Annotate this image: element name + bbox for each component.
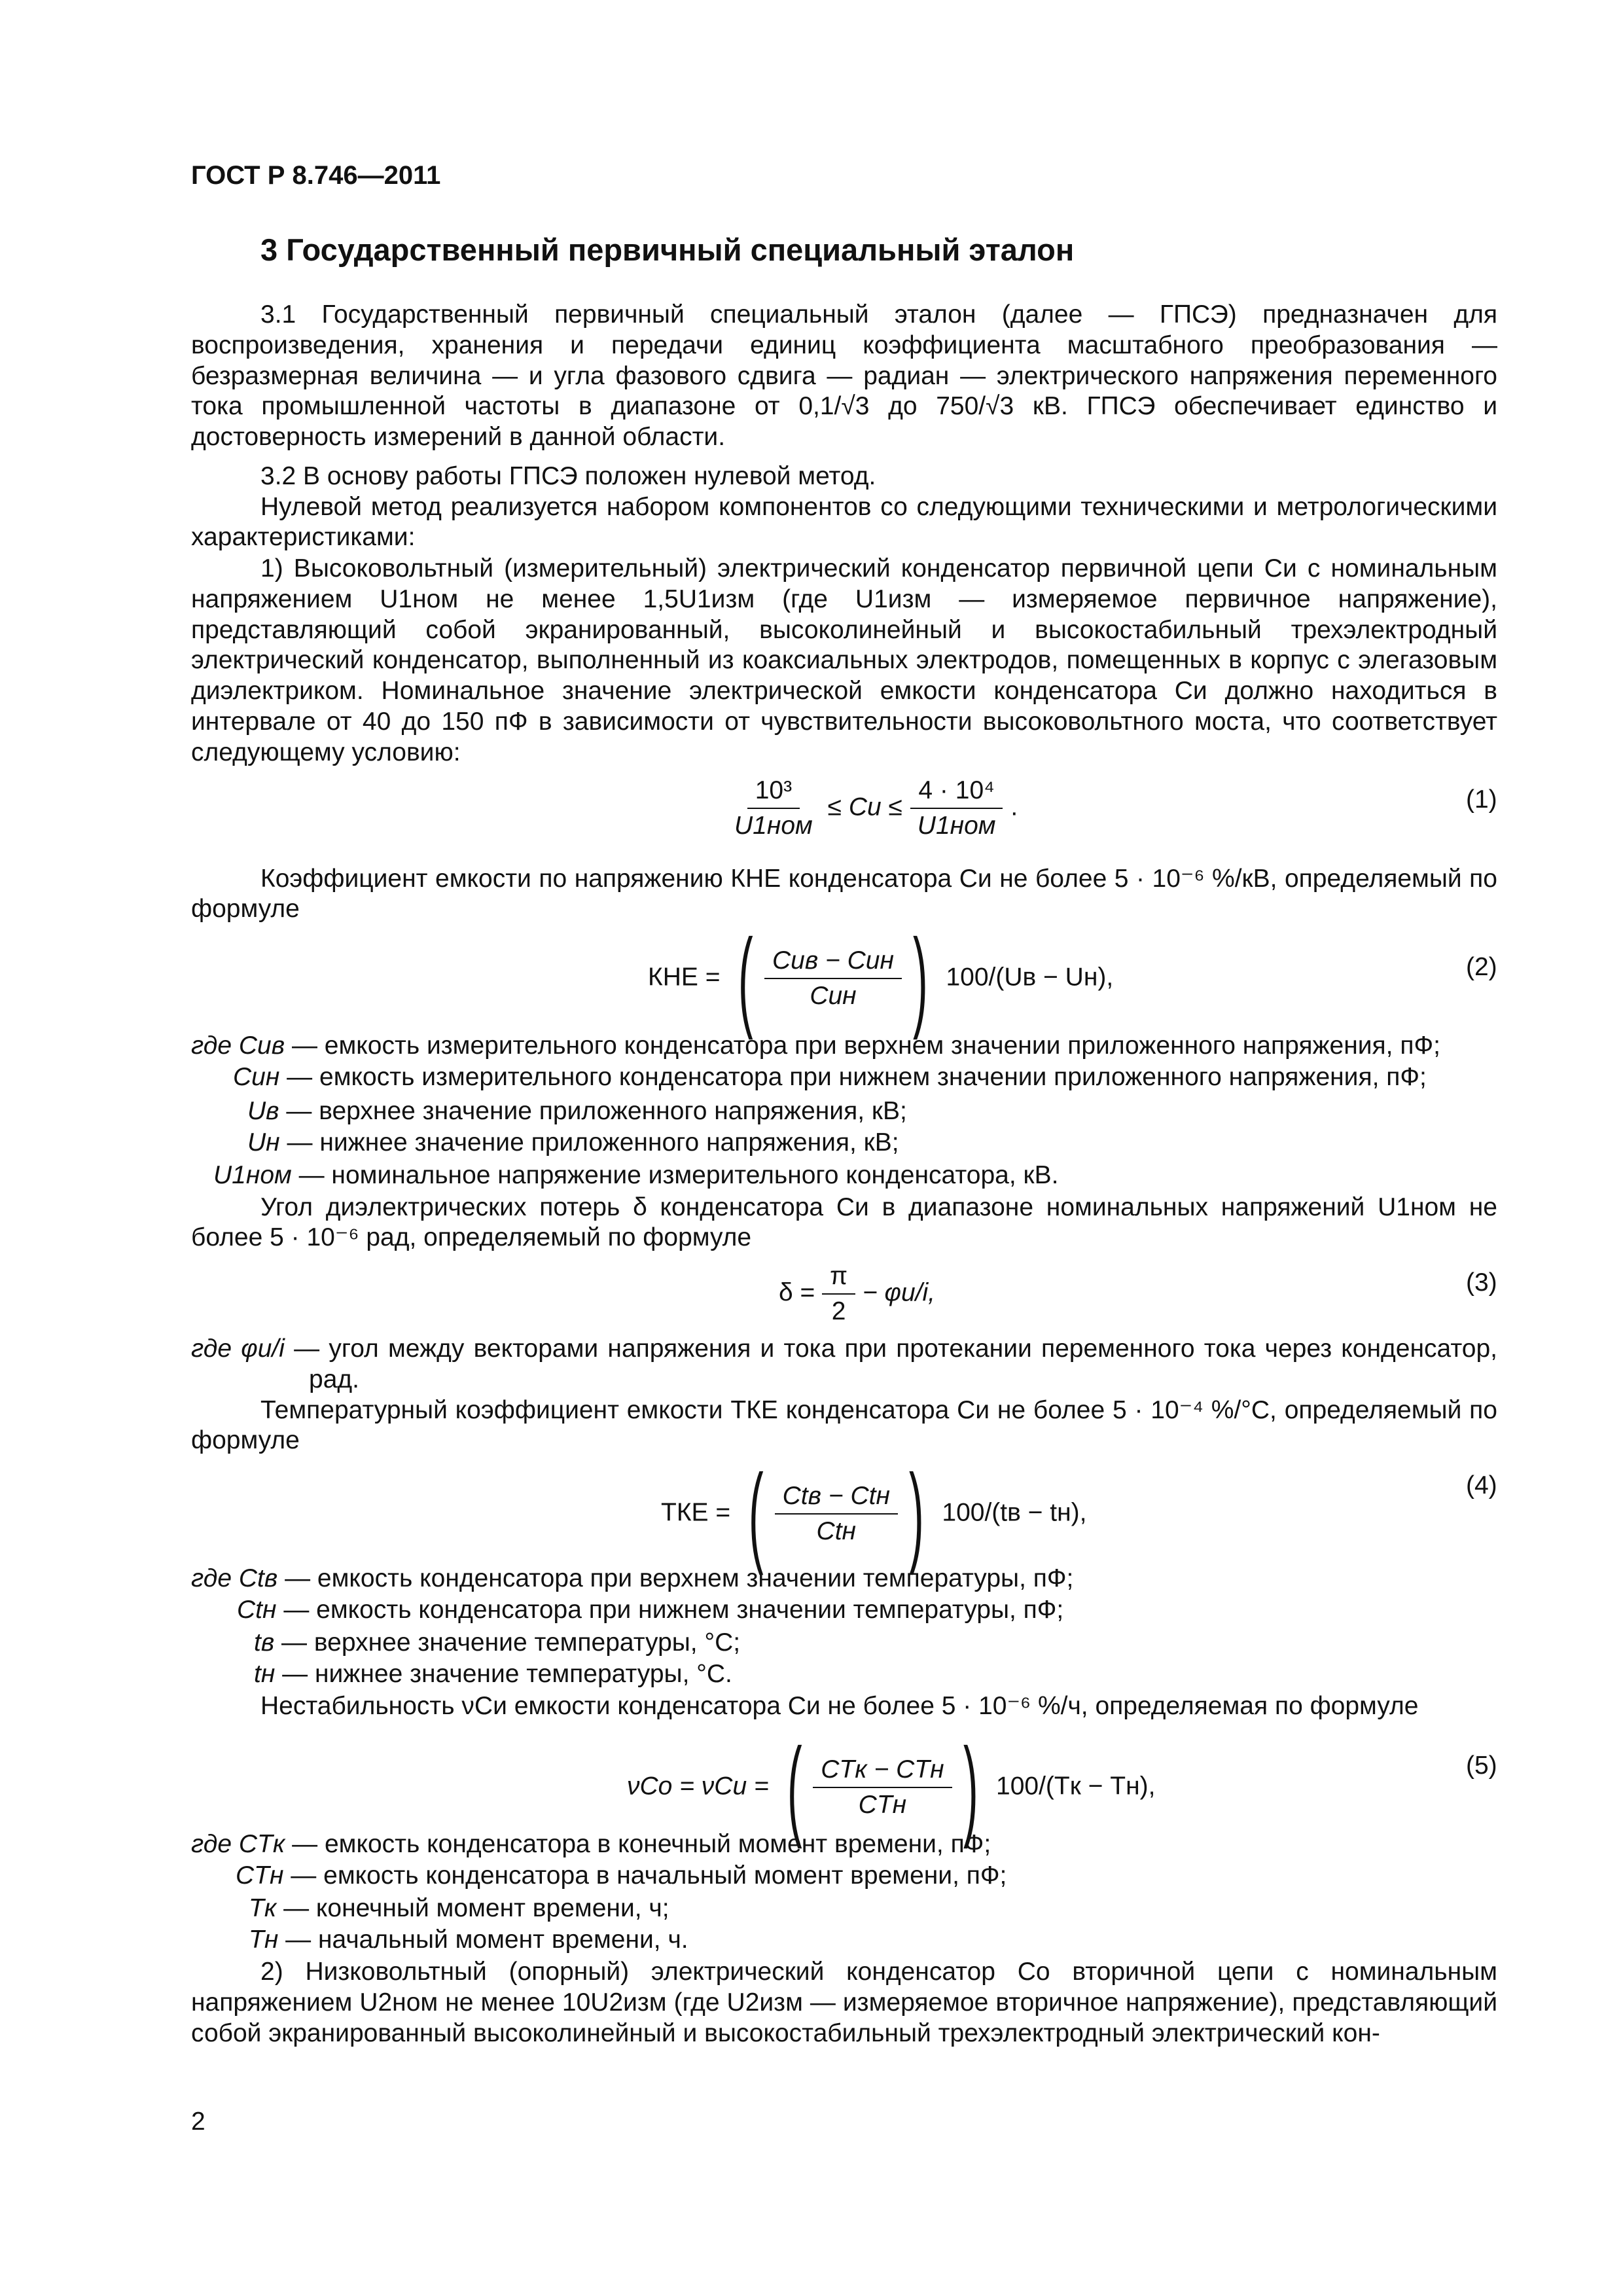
eq2-lhs: КНЕ = [648, 963, 721, 992]
eq4-numerator: Ctв − Ctн [775, 1482, 898, 1515]
definition-text: — емкость конденсатора при нижнем значении температуры, пФ; [283, 1596, 1064, 1624]
eq4-tail: 100/(tв − tн), [942, 1498, 1087, 1527]
equation-number-3: (3) [1466, 1268, 1497, 1297]
eq1-inequality: ≤ Cи ≤ [827, 793, 902, 821]
eq1-left-numerator: 10³ [747, 776, 800, 809]
definition-row [254, 1628, 740, 1657]
definition-row [254, 1660, 732, 1689]
definition-symbol: где Ctв [191, 1564, 278, 1592]
definition-text: — нижнее значение приложенного напряжения, кВ; [287, 1128, 899, 1157]
definition-symbol: где φu/i [191, 1335, 285, 1363]
equation-number-1: (1) [1466, 785, 1497, 814]
definition-symbol: где CTк [191, 1830, 285, 1858]
definition-text: — верхнее значение приложенного напряжения, кВ; [286, 1097, 907, 1125]
equation-4: ТКЕ = ( $\frac{\text{Ctв − Ctн}}{\text{Ctн}}$ ) 100/(tв − tн), [661, 1452, 1087, 1576]
definition-row [191, 1334, 1497, 1395]
eq3-tail: − φu/i, [862, 1278, 936, 1307]
definition-row [191, 1031, 1440, 1060]
definition-row [236, 1861, 1007, 1890]
paragraph-item-2: 2) Низковольтный (опорный) электрический конденсатор Cо вторичной цепи с номинальным напряжением U2ном не менее 10U2изм (где U2изм — измеряемое вторичное напряжение), представляющий собой экранированный высоколинейный и высокостабильный трехэлектродный электрический кон- [191, 1958, 1497, 2047]
eq3-numerator: π [822, 1262, 855, 1295]
definition-symbol: где Cив [191, 1031, 285, 1060]
paragraph-3-2: 3.2 В основу работы ГПСЭ положен нулевой метод. [260, 462, 876, 490]
definition-text: — угол между векторами напряжения и тока при протекании переменного тока через конденсатор, рад. [294, 1335, 1497, 1393]
definition-symbol: CTн [236, 1861, 284, 1890]
paragraph-instability: Нестабильность νCи емкости конденсатора Cи не более 5 · 10⁻⁶ %/ч, определяемая по формуле [260, 1692, 1419, 1720]
definition-row [247, 1128, 899, 1157]
section-title: 3 Государственный первичный специальный эталон [260, 232, 1075, 267]
eq2-denominator: Cин [810, 982, 857, 1010]
definition-symbol: Tк [249, 1894, 277, 1922]
equation-1 [726, 776, 1018, 840]
definition-row [213, 1161, 1058, 1190]
definition-text: — емкость конденсатора в начальный момент времени, пФ; [291, 1861, 1007, 1890]
definition-text: — верхнее значение температуры, °С; [281, 1628, 741, 1657]
eq5-denominator: CTн [858, 1791, 907, 1819]
paragraph-tke: Температурный коэффициент емкости ТКЕ конденсатора Cи не более 5 · 10⁻⁴ %/°С, определяемый по формуле [191, 1396, 1497, 1455]
definition-symbol: tн [254, 1660, 276, 1688]
eq1-right-fraction [910, 776, 1004, 840]
eq1-right-numerator: 4 · 10⁴ [910, 776, 1003, 809]
equation-3 [779, 1262, 935, 1326]
eq1-left-denominator: U1ном [734, 812, 813, 840]
definition-row [249, 1894, 669, 1923]
page-number: 2 [191, 2108, 205, 2136]
definition-row [249, 1926, 688, 1954]
definition-row [237, 1596, 1063, 1624]
definition-symbol: Uв [247, 1097, 279, 1125]
eq2-numerator: Cив − Cин [764, 946, 902, 979]
eq1-left-fraction [726, 776, 821, 840]
eq5-numerator: CTк − CTн [813, 1755, 952, 1788]
equation-number-4: (4) [1466, 1471, 1497, 1499]
definition-text: — емкость конденсатора в конечный момент времени, пФ; [292, 1830, 991, 1858]
standard-header: ГОСТ Р 8.746—2011 [191, 161, 441, 190]
definition-row [233, 1063, 1427, 1092]
eq2-tail: 100/(Uв − Uн), [946, 963, 1114, 992]
definition-text: — начальный момент времени, ч. [285, 1926, 688, 1954]
eq3-lhs: δ = [779, 1278, 815, 1307]
definition-text: — конечный момент времени, ч; [283, 1894, 669, 1922]
equation-number-2: (2) [1466, 953, 1497, 981]
eq3-denominator: 2 [831, 1297, 846, 1325]
paragraph-loss-angle: Угол диэлектрических потерь δ конденсатора Cи в диапазоне номинальных напряжений U1ном не более 5 · 10⁻⁶ рад, определяемый по формуле [191, 1193, 1497, 1252]
paragraph-null-method: Нулевой метод реализуется набором компонентов со следующими техническими и метрологическими характеристиками: [191, 493, 1497, 552]
eq4-denominator: Ctн [816, 1517, 856, 1545]
definition-symbol: Tн [249, 1926, 279, 1954]
definition-text: — емкость конденсатора при верхнем значении температуры, пФ; [285, 1564, 1074, 1592]
equation-5: νCо = νCи = ( $\frac{\text{CTк − CTн}}{\text{CTн}}$ ) 100/(Tк − Tн), [627, 1725, 1156, 1850]
equation-number-5: (5) [1466, 1751, 1497, 1780]
definition-text: — емкость измерительного конденсатора при нижнем значении приложенного напряжения, пФ; [287, 1063, 1427, 1091]
eq4-fraction [775, 1482, 898, 1546]
eq2-fraction [764, 946, 902, 1011]
definition-row [247, 1097, 907, 1126]
eq5-lhs: νCо = νCи = [627, 1772, 769, 1801]
definition-symbol: Uн [247, 1128, 280, 1157]
eq5-fraction [813, 1755, 952, 1820]
definition-row [191, 1830, 991, 1859]
eq4-lhs: ТКЕ = [661, 1498, 731, 1527]
definition-symbol: Cин [233, 1063, 280, 1091]
definition-symbol: Ctн [237, 1596, 277, 1624]
definition-text: — нижнее значение температуры, °С. [282, 1660, 732, 1688]
equation-2: КНЕ = ( $\frac{\text{Cив − Cин}}{\text{Cин}}$ ) 100/(Uв − Uн), [648, 916, 1114, 1041]
eq5-tail: 100/(Tк − Tн), [996, 1772, 1156, 1801]
definition-symbol: U1ном [213, 1161, 292, 1189]
eq3-fraction [822, 1262, 855, 1326]
eq1-right-denominator: U1ном [917, 812, 996, 840]
definition-text: — номинальное напряжение измерительного конденсатора, кВ. [298, 1161, 1059, 1189]
paragraph-3-1: 3.1 Государственный первичный специальный эталон (далее — ГПСЭ) предназначен для воспроизведения, хранения и передачи единиц коэффициента масштабного преобразования — безразмерная величина — и угла фазового сдвига — радиан — электрического напряжения переменного тока промышленной частоты в диапазоне от 0,1/√3 до 750/√3 кВ. ГПСЭ обеспечивает единство и достоверность измерений в данной области. [191, 300, 1497, 452]
definition-text: — емкость измерительного конденсатора при верхнем значении приложенного напряжения, пФ; [291, 1031, 1440, 1060]
eq1-period: . [1010, 793, 1018, 821]
paragraph-kne: Коэффициент емкости по напряжению КНЕ конденсатора Cи не более 5 · 10⁻⁶ %/кВ, определяемый по формуле [191, 865, 1497, 924]
definition-row [191, 1564, 1073, 1593]
paragraph-item-1: 1) Высоковольтный (измерительный) электрический конденсатор первичной цепи Cи с номинальным напряжением U1ном не менее 1,5U1изм (где U1изм — измеряемое первичное напряжение), представляющий собой экранированный, высоколинейный и высокостабильный трехэлектродный электрический конденсатор, выполненный из коаксиальных электродов, помещенных в корпус с элегазовым диэлектриком. Номинальное значение электрической емкости конденсатора Cи должно находиться в интервале от 40 до 150 пФ в зависимости от чувствительности высоковольтного моста, что соответствует следующему условию: [191, 554, 1497, 766]
definition-symbol: tв [254, 1628, 275, 1657]
